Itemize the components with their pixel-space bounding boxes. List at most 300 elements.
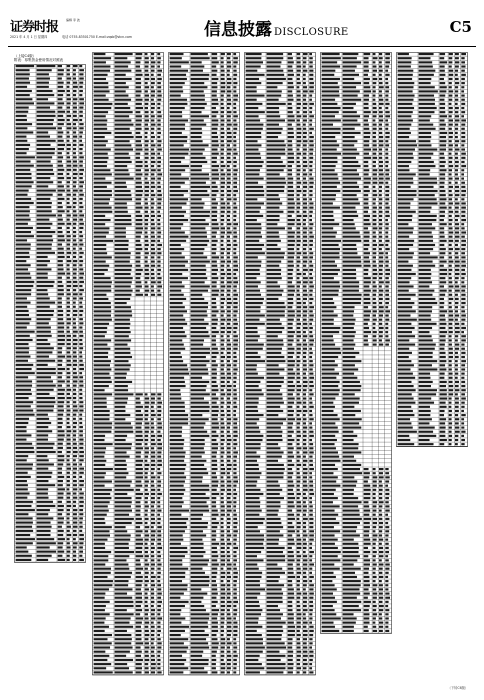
table-cell: [151, 427, 154, 429]
table-cell: [151, 534, 155, 536]
table-cell: [170, 344, 184, 346]
table-cell: [170, 348, 186, 350]
table-cell: [73, 310, 77, 312]
table-cell: [73, 107, 77, 109]
table-cell: [16, 555, 32, 557]
table-cell: [37, 252, 55, 254]
table-cell: [212, 480, 219, 482]
table-cell: [221, 584, 226, 586]
table-cell: [16, 331, 35, 333]
table-cell: [37, 82, 49, 84]
table-cell: [136, 281, 142, 283]
table-cell: [157, 61, 160, 63]
table-cell: [170, 551, 188, 553]
table-cell: [136, 277, 141, 279]
table-cell: [191, 186, 210, 188]
table-cell: [151, 431, 154, 433]
table-cell: [212, 103, 219, 105]
table-cell: [221, 331, 225, 333]
table-cell: [16, 306, 28, 308]
table-cell: [37, 405, 54, 407]
table-cell: [136, 472, 143, 474]
table-cell: [79, 380, 83, 382]
table-cell: [136, 153, 141, 155]
table-cell: [227, 539, 230, 541]
table-cell: [136, 663, 142, 665]
table-cell: [145, 190, 149, 192]
table-cell: [115, 314, 133, 316]
table-cell: [157, 402, 162, 404]
table-cell: [73, 343, 77, 345]
table-cell: [79, 351, 82, 353]
table-cell: [191, 82, 205, 84]
table-cell: [115, 281, 132, 283]
table-cell: [16, 273, 31, 275]
table-cell: [221, 90, 226, 92]
table-cell: [221, 119, 225, 121]
table-cell: [233, 327, 237, 329]
table-cell: [221, 402, 225, 404]
table-cell: [221, 539, 225, 541]
table-cell: [212, 510, 218, 512]
table-cell: [115, 646, 133, 648]
table-cell: [67, 534, 72, 536]
table-cell: [136, 671, 142, 673]
table-cell: [233, 277, 237, 279]
table-cell: [79, 451, 84, 453]
table-cell: [227, 124, 232, 126]
table-cell: [227, 634, 231, 636]
table-cell: [170, 281, 182, 283]
table-cell: [67, 243, 70, 245]
table-cell: [73, 405, 77, 407]
table-cell: [37, 455, 48, 457]
table-cell: [145, 622, 149, 624]
table-cell: [145, 572, 149, 574]
table-cell: [67, 202, 70, 204]
table-cell: [157, 468, 160, 470]
table-cell: [212, 256, 219, 258]
table-cell: [79, 526, 82, 528]
table-cell: [212, 373, 217, 375]
table-cell: [79, 343, 82, 345]
table-cell: [221, 190, 224, 192]
table-cell: [115, 165, 128, 167]
table-cell: [157, 584, 161, 586]
table-cell: [67, 351, 70, 353]
table-cell: [157, 140, 161, 142]
table-cell: [115, 57, 128, 59]
table-cell: [212, 584, 217, 586]
table-cell: [221, 348, 225, 350]
table-cell: [58, 488, 65, 490]
table-cell: [233, 356, 236, 358]
table-cell: [79, 144, 83, 146]
table-cell: [58, 385, 62, 387]
table-cell: [212, 331, 219, 333]
table-cell: [170, 169, 186, 171]
table-cell: [191, 439, 205, 441]
table-cell: [157, 186, 161, 188]
table-cell: [79, 198, 82, 200]
table-cell: [157, 655, 160, 657]
table-cell: [191, 451, 205, 453]
table-cell: [221, 236, 225, 238]
table-cell: [94, 493, 111, 495]
table-cell: [115, 74, 126, 76]
table-cell: [212, 439, 217, 441]
table-cell: [16, 509, 35, 511]
table-cell: [67, 73, 70, 75]
table-cell: [37, 443, 55, 445]
table-cell: [136, 70, 142, 72]
table-cell: [151, 103, 155, 105]
table-cell: [191, 393, 210, 395]
table-cell: [212, 335, 216, 337]
table-cell: [115, 630, 127, 632]
table-cell: [16, 542, 33, 544]
table-cell: [79, 243, 83, 245]
table-cell: [227, 543, 231, 545]
table-cell: [115, 265, 133, 267]
table-cell: [221, 319, 226, 321]
table-cell: [151, 144, 155, 146]
table-cell: [170, 198, 188, 200]
table-cell: [136, 522, 143, 524]
table-cell: [233, 464, 236, 466]
table-cell: [221, 551, 225, 553]
table-cell: [227, 617, 232, 619]
table-cell: [227, 111, 231, 113]
table-cell: [221, 364, 225, 366]
table-cell: [212, 310, 219, 312]
table-cell: [145, 451, 149, 453]
table-cell: [136, 57, 142, 59]
table-cell: [157, 501, 160, 503]
table-cell: [170, 119, 188, 121]
table-cell: [115, 547, 129, 549]
table-cell: [212, 435, 219, 437]
table-cell: [157, 626, 160, 628]
table-cell: [170, 447, 184, 449]
table-cell: [115, 161, 132, 163]
date-line: 2021 年 4 月 1 日 星期四: [10, 35, 48, 39]
table-cell: [212, 617, 218, 619]
table-cell: [227, 95, 231, 97]
table-cell: [191, 485, 210, 487]
table-cell: [79, 447, 83, 449]
table-cell: [170, 227, 182, 229]
table-cell: [67, 335, 71, 337]
table-cell: [212, 202, 218, 204]
table-cell: [212, 568, 218, 570]
table-cell: [67, 190, 71, 192]
table-cell: [221, 373, 225, 375]
table-cell: [227, 551, 230, 553]
table-cell: [233, 248, 236, 250]
newspaper-logo: 证券时报: [10, 20, 59, 35]
table-cell: [136, 572, 141, 574]
table-cell: [37, 297, 50, 299]
table-cell: [227, 74, 230, 76]
table-cell: [58, 368, 65, 370]
table-cell: [233, 530, 238, 532]
table-cell: [221, 414, 225, 416]
table-cell: [94, 373, 110, 375]
table-cell: [73, 293, 78, 295]
table-cell: [191, 526, 208, 528]
table-cell: [115, 285, 131, 287]
table-cell: [233, 634, 237, 636]
table-cell: [115, 389, 128, 391]
table-cell: [94, 90, 110, 92]
table-cell: [227, 335, 230, 337]
table-cell: [79, 356, 82, 358]
table-cell: [136, 634, 142, 636]
table-cell: [37, 472, 53, 474]
table-cell: [212, 207, 217, 209]
table-cell: [16, 252, 30, 254]
table-cell: [227, 227, 230, 229]
table-cell: [157, 431, 160, 433]
table-cell: [115, 323, 131, 325]
table-cell: [37, 517, 54, 519]
table-cell: [212, 651, 217, 653]
table-cell: [94, 190, 112, 192]
table-cell: [37, 555, 52, 557]
table-cell: [170, 252, 182, 254]
table-cell: [136, 140, 141, 142]
table-cell: [191, 646, 210, 648]
table-cell: [73, 169, 77, 171]
table-cell: [58, 169, 65, 171]
table-cell: [227, 572, 230, 574]
table-cell: [227, 630, 232, 632]
table-cell: [145, 410, 149, 412]
table-cell: [73, 551, 76, 553]
table-cell: [58, 289, 64, 291]
table-cell: [233, 655, 237, 657]
table-cell: [79, 131, 83, 133]
table-cell: [115, 671, 133, 673]
table-cell: [227, 211, 230, 213]
table-cell: [221, 526, 224, 528]
table-cell: [136, 74, 143, 76]
table-cell: [94, 294, 107, 296]
table-cell: [191, 597, 204, 599]
table-cell: [221, 659, 224, 661]
table-cell: [79, 210, 82, 212]
table-cell: [157, 456, 161, 458]
table-cell: [136, 410, 141, 412]
table-cell: [227, 148, 232, 150]
table-cell: [233, 505, 236, 507]
table-cell: [73, 306, 76, 308]
table-cell: [233, 57, 238, 59]
table-cell: [136, 397, 140, 399]
table-cell: [212, 518, 217, 520]
table-cell: [136, 393, 143, 395]
table-cell: [37, 227, 51, 229]
table-cell: [136, 485, 143, 487]
table-cell: [67, 559, 70, 561]
table-cell: [170, 613, 181, 615]
table-cell: [212, 136, 218, 138]
table-cell: [67, 115, 71, 117]
table-cell: [67, 385, 70, 387]
table-cell: [212, 377, 217, 379]
table-cell: [94, 460, 107, 462]
table-cell: [136, 476, 143, 478]
table-cell: [115, 584, 129, 586]
table-cell: [233, 335, 238, 337]
table-cell: [191, 140, 203, 142]
table-cell: [73, 322, 76, 324]
table-cell: [221, 588, 225, 590]
table-cell: [67, 289, 70, 291]
table-cell: [157, 427, 162, 429]
table-cell: [67, 343, 71, 345]
table-cell: [94, 323, 109, 325]
table-cell: [16, 115, 27, 117]
table-cell: [212, 219, 217, 221]
table-cell: [16, 223, 28, 225]
table-cell: [157, 240, 160, 242]
table-cell: [212, 551, 218, 553]
table-cell: [58, 115, 64, 117]
table-cell: [79, 306, 82, 308]
table-cell: [233, 82, 237, 84]
table-cell: [233, 605, 236, 607]
table-cell: [233, 215, 236, 217]
table-cell: [191, 348, 210, 350]
table-cell: [221, 406, 224, 408]
table-cell: [170, 256, 185, 258]
table-cell: [191, 510, 210, 512]
table-cell: [191, 580, 210, 582]
table-cell: [191, 468, 207, 470]
table-cell: [221, 344, 224, 346]
table-cell: [94, 476, 105, 478]
table-cell: [115, 576, 131, 578]
table-cell: [151, 497, 155, 499]
table-cell: [233, 493, 237, 495]
table-cell: [145, 57, 149, 59]
table-cell: [136, 447, 143, 449]
table-cell: [212, 74, 217, 76]
table-cell: [16, 131, 34, 133]
table-cell: [212, 605, 216, 607]
table-cell: [170, 273, 183, 275]
table-cell: [233, 148, 236, 150]
table-cell: [94, 543, 105, 545]
table-cell: [191, 57, 210, 59]
table-cell: [227, 236, 230, 238]
table-cell: [79, 173, 83, 175]
table-cell: [151, 476, 155, 478]
table-cell: [67, 434, 71, 436]
table-cell: [16, 426, 27, 428]
table-cell: [233, 90, 236, 92]
table-cell: [136, 563, 141, 565]
table-cell: [94, 215, 106, 217]
table-cell: [16, 198, 32, 200]
table-cell: [94, 485, 105, 487]
table-cell: [145, 431, 149, 433]
table-cell: [73, 314, 77, 316]
table-cell: [115, 489, 134, 491]
table-cell: [58, 119, 65, 121]
table-cell: [221, 294, 224, 296]
table-cell: [67, 173, 70, 175]
table-cell: [16, 463, 33, 465]
table-cell: [170, 514, 182, 516]
table-cell: [16, 468, 33, 470]
table-cell: [233, 439, 236, 441]
table-cell: [67, 123, 71, 125]
table-cell: [58, 235, 65, 237]
table-cell: [16, 480, 27, 482]
table-cell: [233, 136, 236, 138]
table-cell: [115, 173, 130, 175]
table-cell: [37, 385, 56, 387]
table-cell: [233, 593, 236, 595]
table-cell: [79, 227, 83, 229]
table-cell: [246, 57, 262, 59]
table-cell: [212, 451, 217, 453]
table-cell: [151, 240, 155, 242]
table-cell: [16, 297, 27, 299]
table-cell: [94, 198, 110, 200]
table-cell: [145, 593, 148, 595]
table-cell: [136, 588, 141, 590]
table-cell: [67, 281, 72, 283]
table-cell: [170, 244, 181, 246]
table-cell: [16, 351, 29, 353]
table-cell: [94, 107, 112, 109]
table-cell: [170, 518, 189, 520]
table-cell: [115, 327, 130, 329]
table-cell: [151, 140, 154, 142]
table-cell: [73, 248, 76, 250]
table-cell: [37, 439, 48, 441]
table-cell: [37, 505, 56, 507]
table-cell: [58, 160, 62, 162]
table-cell: [221, 198, 224, 200]
table-cell: [58, 190, 65, 192]
table-cell: [233, 344, 237, 346]
table-cell: [191, 617, 210, 619]
table-cell: [157, 219, 160, 221]
table-cell: [73, 339, 78, 341]
table-cell: [16, 148, 29, 150]
table-column-3: [168, 52, 240, 680]
table-cell: [233, 642, 236, 644]
table-cell: [227, 456, 231, 458]
table-cell: [233, 153, 237, 155]
table-cell: [170, 319, 186, 321]
table-cell: [94, 103, 113, 105]
table-cell: [233, 555, 236, 557]
table-cell: [115, 626, 134, 628]
table-cell: [151, 277, 155, 279]
table-cell: [212, 406, 219, 408]
table-cell: [16, 177, 32, 179]
table-cell: [233, 290, 236, 292]
table-cell: [16, 231, 31, 233]
table-cell: [221, 140, 224, 142]
table-cell: [157, 294, 161, 296]
